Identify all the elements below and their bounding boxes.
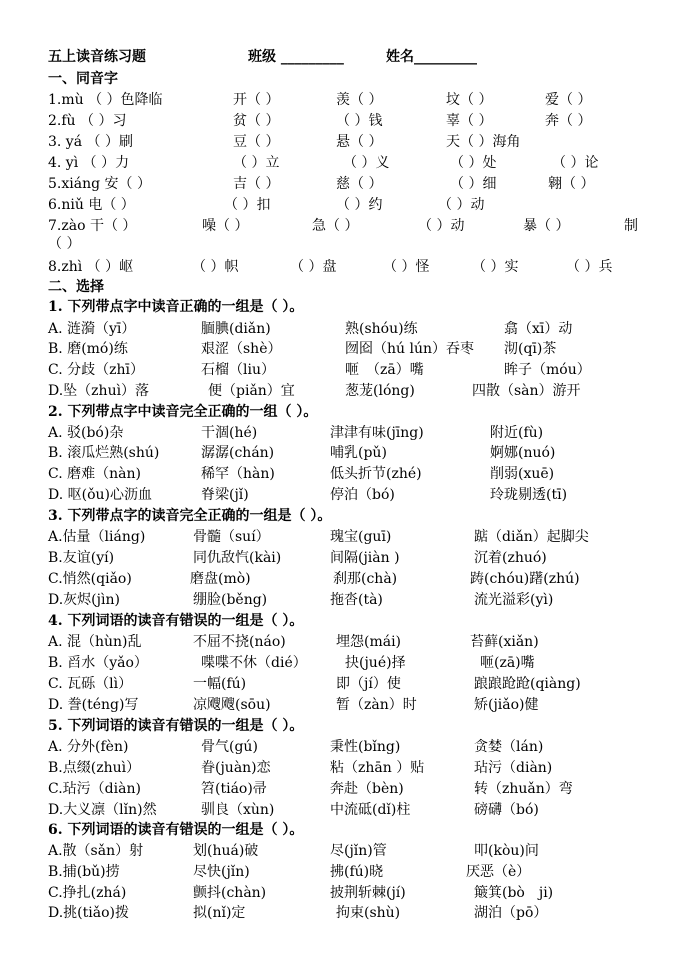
option-item: C.挣扎(zhá) [48,885,127,901]
option-item: 即（jí）使 [336,676,401,692]
option-item: C.玷污（diàn) [48,781,141,797]
option-item: 粘（zhān ）贴 [330,760,425,776]
option-item: 骨气(gú) [201,739,258,755]
homophone-item: 5.xiáng 安（ ） [48,176,151,192]
option-item: 转（zhuǎn）弯 [474,781,573,797]
option-item: A.估量（liáng) [48,529,146,545]
option-item: 拖沓(tà) [330,592,383,608]
option-item: 叩(kòu)问 [474,843,539,859]
option-item: 厌恶（è） [466,864,531,880]
option-item: 贪婪（lán) [474,739,544,755]
option-item: 磅礴（bó) [474,802,539,818]
homophone-item: （ ）盘 [290,259,337,275]
homophone-item: 天（ ）海角 [446,134,521,150]
option-item: 尽(jǐn)管 [330,843,387,859]
option-item: 咂(zā)嘴 [480,655,535,671]
worksheet-title: 五上读音练习题 [48,49,146,65]
homophone-item: 6.niǔ 电（ ） [48,197,135,213]
option-item: 抉(jué)择 [345,655,406,671]
homophone-item: 制 [624,218,638,234]
option-item: 喋喋不休（dié） [201,655,307,671]
option-item: 流光溢彩(yì) [474,592,554,608]
option-item: D.灰烬(jìn) [48,592,120,608]
option-item: 同仇敌忾(kài) [193,550,282,566]
option-item: 颤抖(chàn) [193,885,267,901]
option-item: 中流砥(dǐ)柱 [330,802,411,818]
option-item: C.悄然(qiǎo) [48,571,132,587]
option-item: 刹那(chà) [333,571,398,587]
homophone-item: 豆（ ） [233,134,280,150]
option-item: 熟(shóu)练 [345,321,418,337]
option-item: 暂（zàn）时 [336,697,417,713]
option-item: 埋怨(mái) [336,634,402,650]
option-item: 尽快(jǐn) [193,864,250,880]
option-item: 间隔(jiàn ) [330,550,400,566]
homophone-item: （ ）兵 [566,259,613,275]
option-item: D.挑(tiǎo)拨 [48,905,129,921]
option-item: 腼腆(diǎn) [201,321,271,337]
option-item: 奔赴（bèn) [330,781,404,797]
option-item: 便（piǎn）宜 [208,383,295,399]
option-item: 囫囵（hú lún）吞枣 [345,341,474,357]
option-item: A.散（sǎn）射 [48,843,144,859]
homophone-item: （ ）论 [552,155,599,171]
option-item: 稀罕（hàn) [201,466,275,482]
option-item: B.捕(bǔ)捞 [48,864,120,880]
option-item: 踮（diǎn）起脚尖 [474,529,589,545]
option-item: 葱茏(lóng) [345,383,415,399]
option-item: 玲珑剔透(tī) [490,487,568,503]
option-item: 踌(chóu)躇(zhú) [470,571,580,587]
option-item: D.坠（zhuì）落 [48,383,150,399]
option-item: 潺潺(chán) [201,445,275,461]
option-item: B. 舀水（yǎo） [48,655,148,671]
option-item: C. 瓦砾（lì） [48,676,133,692]
homophone-item: 开（ ） [233,92,280,108]
option-item: 脊梁(jǐ) [201,487,249,503]
option-item: 划(huá)破 [193,843,259,859]
option-item: D. 呕(ǒu)心沥血 [48,487,152,503]
option-item: 四散（sàn）游开 [472,383,581,399]
option-item: B. 滚瓜烂熟(shú) [48,445,160,461]
question-6: 6. 下列词语的读音有错误的一组是（ ）。 [48,822,304,838]
option-item: B.点缀(zhuì） [48,760,141,776]
option-item: 一幅(fú) [193,676,247,692]
option-item: C. 分歧（zhī） [48,362,144,378]
option-item: D.大义凛（lǐn)然 [48,802,157,818]
homophone-item: （ ） [48,236,81,252]
homophone-item: （ ）怪 [383,259,430,275]
option-item: 披荆斩棘(jí) [330,885,406,901]
homophone-item: 吉（ ） [233,176,280,192]
homophone-item: （ ）细 [450,176,497,192]
option-item: 苔藓(xiǎn) [470,634,539,650]
option-item: 眷(juàn)恋 [201,760,271,776]
option-item: 削弱(xuē) [490,466,555,482]
homophone-item: （ ）动 [418,218,465,234]
option-item: 拂(fú)晓 [330,864,384,880]
option-item: 凉飕飕(sōu) [193,697,271,713]
question-2: 2. 下列带点字中读音完全正确的一组（ ）。 [48,404,318,420]
homophone-item: （ ）处 [450,155,497,171]
option-item: 哺乳(pǔ) [330,445,387,461]
homophone-item: 8.zhì （ ）岖 [48,259,134,275]
homophone-item: （ ）约 [336,197,383,213]
option-item: 停泊（bó) [330,487,395,503]
homophone-item: 翱（ ） [548,176,595,192]
option-item: A. 涟漪（yī） [48,321,136,337]
option-item: 笤(tiáo)帚 [201,781,267,797]
homophone-item: 慈（ ） [336,176,383,192]
option-item: C. 磨难（nàn) [48,466,141,482]
homophone-item: 贫（ ） [233,113,280,129]
option-item: 拘束(shù) [336,905,401,921]
option-item: 艰涩（shè） [201,341,282,357]
option-item: A. 驳(bó)杂 [48,425,124,441]
homophone-item: （ ）立 [233,155,280,171]
option-item: 骨髓（suí） [193,529,270,545]
homophone-item: 7.zào 干（ ） [48,218,137,234]
homophone-item: 1.mù （ ）色降临 [48,92,163,108]
homophone-item: 3. yá （ ）刷 [48,134,133,150]
question-4: 4. 下列词语的读音有错误的一组是（ ）。 [48,613,304,629]
option-item: 驯良（xùn) [201,802,275,818]
option-item: A. 混（hùn)乱 [48,634,142,650]
homophone-item: （ ）义 [343,155,390,171]
question-3: 3. 下列带点字的读音完全正确的一组是（ ）。 [48,508,332,524]
homophone-item: 奔（ ） [545,113,592,129]
option-item: 绷脸(běng) [193,592,268,608]
homophone-item: 4. yì （ ）力 [48,155,130,171]
section-heading-choice: 二、选择 [48,279,104,295]
homophone-item: 暴（ ） [523,218,570,234]
option-item: 踉踉跄跄(qiàng) [474,676,581,692]
option-item: 瑰宝(guī) [330,529,392,545]
option-item: 拟(nǐ)定 [193,905,246,921]
homophone-item: （ ）钱 [336,113,383,129]
question-5: 5. 下列词语的读音有错误的一组是（ ）。 [48,718,304,734]
option-item: 眸子（móu） [504,362,591,378]
option-item: 附近(fù) [490,425,544,441]
homophone-item: （ ）实 [472,259,519,275]
option-item: B. 磨(mó)练 [48,341,128,357]
homophone-item: 羡（ ） [336,92,383,108]
option-item: 矫(jiǎo)健 [474,697,539,713]
option-item: 玷污（diàn) [474,760,553,776]
homophone-item: 坟（ ） [446,92,493,108]
homophone-item: 急（ ） [312,218,359,234]
option-item: 干涸(hé) [201,425,258,441]
homophone-item: （ ）动 [438,197,485,213]
option-item: 秉性(bǐng) [330,739,401,755]
homophone-item: 爱（ ） [545,92,592,108]
option-item: 湖泊（pō） [474,905,548,921]
option-item: 沏(qī)茶 [504,341,557,357]
option-item: 石榴（liu） [201,362,275,378]
class-field-label: 班级 _________ [248,49,344,65]
option-item: B.友谊(yí) [48,550,115,566]
option-item: 磨盘(mò) [190,571,251,587]
option-item: 不屈不挠(náo) [193,634,286,650]
option-item: 低头折节(zhé) [330,466,422,482]
option-item: 沉着(zhuó) [474,550,547,566]
option-item: D. 誊(téng)写 [48,697,139,713]
homophone-item: 辜（ ） [446,113,493,129]
option-item: 婀娜(nuó) [490,445,556,461]
option-item: 咂 （zā）嘴 [345,362,424,378]
homophone-item: 噪（ ） [202,218,249,234]
homophone-item: （ ）帜 [192,259,239,275]
option-item: 翕（xī）动 [504,321,573,337]
option-item: A. 分外(fèn) [48,739,129,755]
homophone-item: 2.fù （ ）习 [48,113,127,129]
section-heading-homophones: 一、同音字 [48,71,118,87]
question-1: 1. 下列带点字中读音正确的一组是（ ）。 [48,299,304,315]
homophone-item: 悬（ ） [336,134,383,150]
option-item: 簸箕(bò ji) [474,885,554,901]
option-item: 津津有味(jīng) [330,425,424,441]
name-field-label: 姓名_________ [386,49,477,65]
homophone-item: （ ）扣 [224,197,271,213]
